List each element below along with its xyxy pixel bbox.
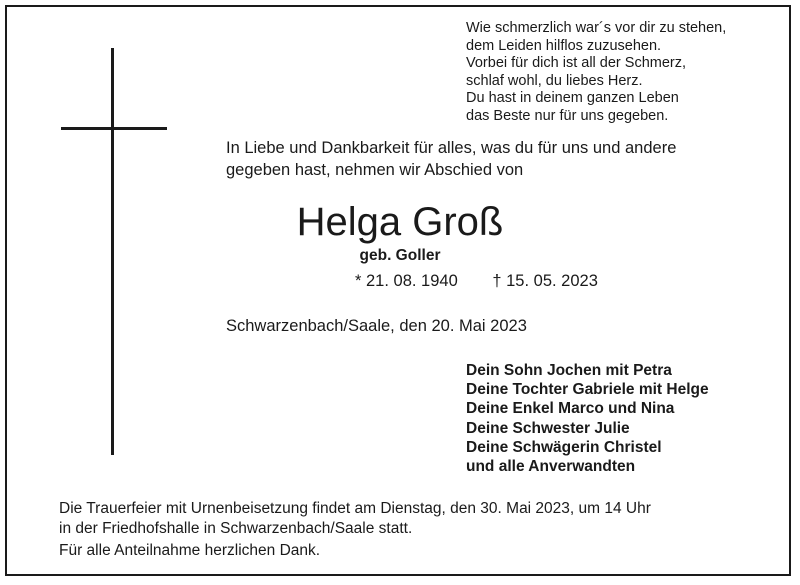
cross-horizontal-bar <box>61 127 167 130</box>
mourners-list <box>466 361 709 476</box>
poem-line: Wie schmerzlich war´s vor dir zu stehen, <box>466 20 727 36</box>
thanks-text: Für alle Anteilnahme herzlichen Dank. <box>59 542 321 559</box>
birth-date: * 21. 08. 1940 <box>355 272 458 290</box>
death-date: † 15. 05. 2023 <box>492 272 598 290</box>
intro-line: In Liebe und Dankbarkeit für alles, was du für uns und andere <box>226 139 677 157</box>
intro-line: gegeben hast, nehmen wir Abschied von <box>226 161 524 179</box>
mourner-entry: Dein Sohn Jochen mit Petra <box>466 362 672 379</box>
life-dates <box>355 272 598 291</box>
mourner-entry: Deine Enkel Marco und Nina <box>466 400 675 418</box>
mourner-entry: Deine Schwester Julie <box>466 419 630 437</box>
deceased-name: Helga Groß <box>296 200 504 244</box>
place-date: Schwarzenbach/Saale, den 20. Mai 2023 <box>226 317 527 335</box>
mourner-entry: Deine Tochter Gabriele mit Helge <box>466 381 709 399</box>
poem-line: schlaf wohl, du liebes Herz. <box>466 72 643 89</box>
funeral-info <box>59 499 651 538</box>
poem-line: das Beste nur für uns gegeben. <box>466 107 669 124</box>
poem <box>466 20 726 126</box>
poem-line: Vorbei für dich ist all der Schmerz, <box>466 55 687 72</box>
funeral-line: in der Friedhofshalle in Schwarzenbach/Saale statt. <box>59 519 413 537</box>
poem-line: dem Leiden hilflos zuzusehen. <box>466 37 662 54</box>
mourner-entry: und alle Anverwandten <box>466 458 636 476</box>
mourner-entry: Deine Schwägerin Christel <box>466 438 662 456</box>
maiden-name: geb. Goller <box>359 247 441 264</box>
intro-text <box>226 137 676 181</box>
funeral-line: Die Trauerfeier mit Urnenbeisetzung findet am Dienstag, den 30. Mai 2023, um 14 Uhr <box>59 500 651 517</box>
poem-line: Du hast in deinem ganzen Leben <box>466 90 679 107</box>
